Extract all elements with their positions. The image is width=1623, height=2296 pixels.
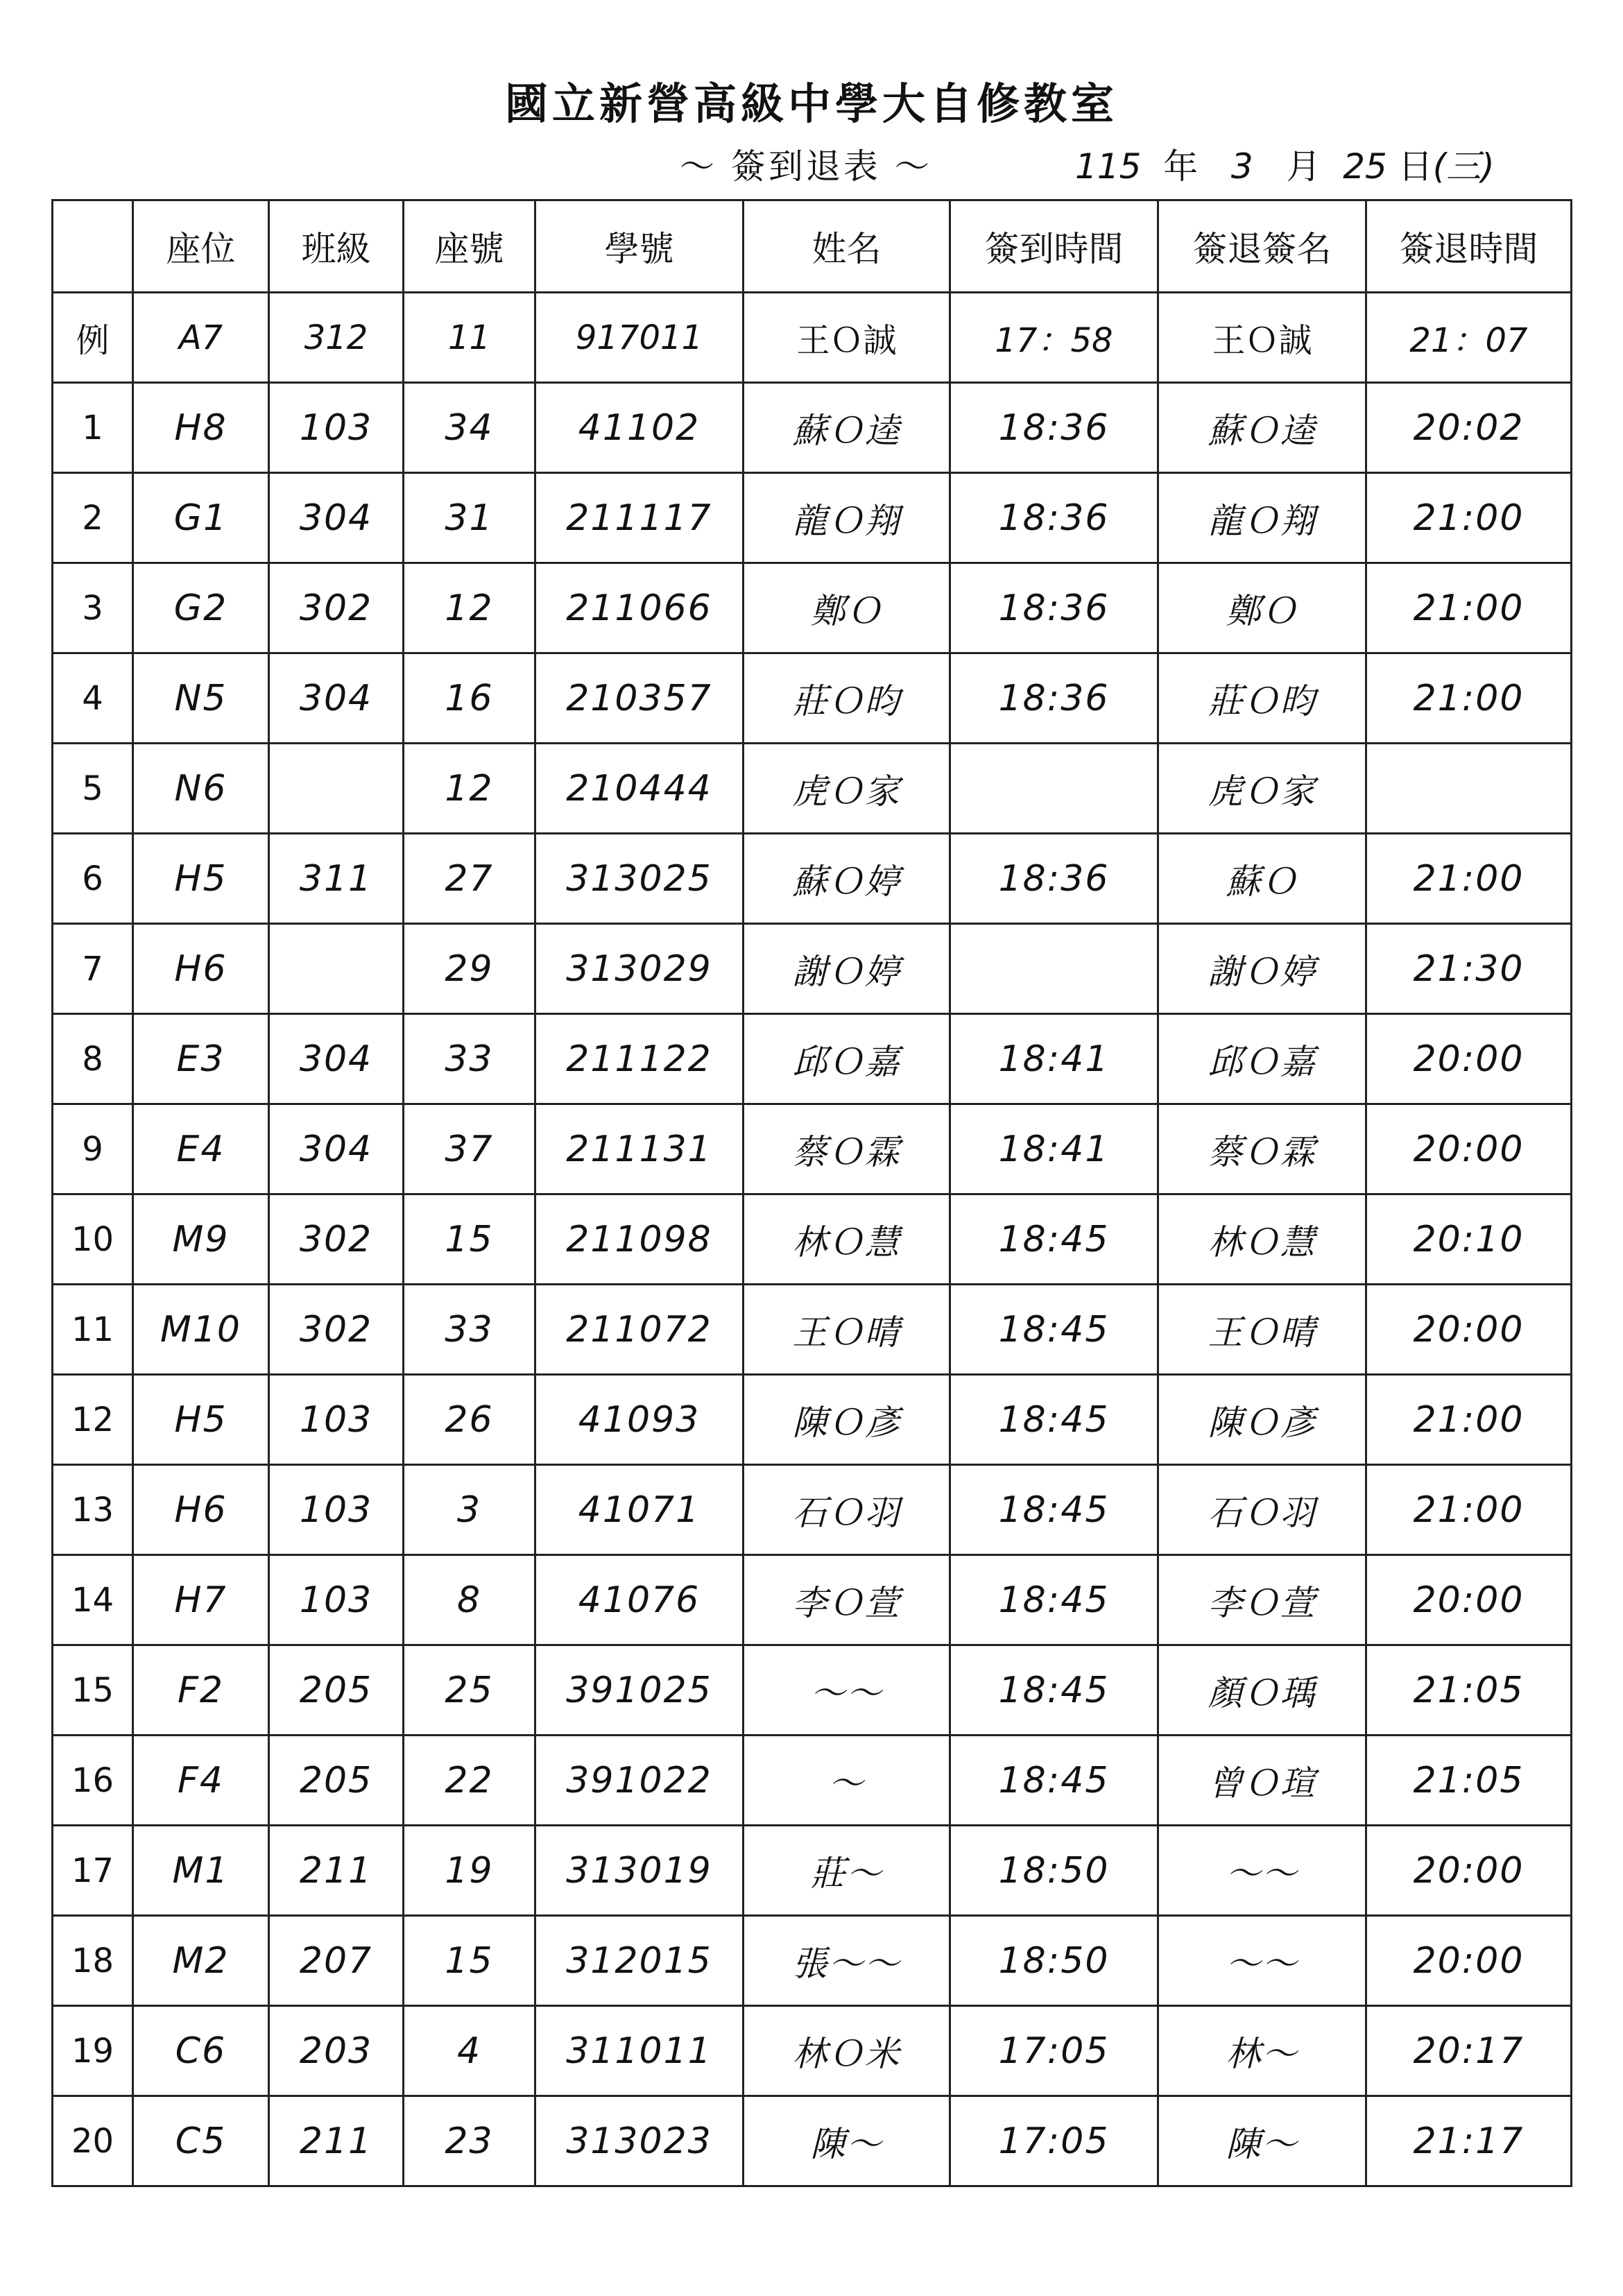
cell-sign-out-signature: 蔡Ｏ霖 [1158,1104,1366,1194]
cell-sign-in-time: 17:05 [950,2006,1158,2096]
cell-sign-out-signature: 邱Ｏ嘉 [1158,1014,1366,1104]
cell-seat: H5 [133,1375,269,1465]
cell-sign-out-time: 20:00 [1366,1285,1572,1375]
cell-sign-out-signature: 石Ｏ羽 [1158,1465,1366,1555]
cell-student-id: 211131 [535,1104,744,1194]
cell-seat-number: 25 [404,1645,535,1736]
cell-sign-out-time: 21:17 [1366,2096,1572,2186]
table-row [53,924,1572,1014]
cell-sign-in-time [950,744,1158,834]
cell-student-id: 313023 [535,2096,744,2186]
cell-sign-in-time: 18:36 [950,473,1158,563]
cell-sign-in-time: 18:45 [950,1645,1158,1736]
cell-index: 6 [53,834,133,924]
cell-index: 2 [53,473,133,563]
table-row [53,834,1572,924]
cell-class [269,924,404,1014]
cell-index: 12 [53,1375,133,1465]
cell-student-id: 391025 [535,1645,744,1736]
cell-name: 石Ｏ羽 [744,1465,950,1555]
cell-name: 謝Ｏ婷 [744,924,950,1014]
cell-sign-in-time: 18:50 [950,1826,1158,1916]
cell-class: 103 [269,383,404,473]
table-row [53,1465,1572,1555]
cell-sign-in-time: 18:45 [950,1555,1158,1645]
cell-sign-out-signature: 莊Ｏ昀 [1158,653,1366,744]
cell-sign-in-time: 18:50 [950,1916,1158,2006]
cell-sign-in-time: 18:36 [950,653,1158,744]
cell-sign-out-time: 21:00 [1366,473,1572,563]
header-sign-in-time: 簽到時間 [950,200,1158,293]
cell-name: 陳Ｏ彥 [744,1375,950,1465]
cell-sign-in-time [950,924,1158,1014]
cell-student-id: 211098 [535,1194,744,1285]
cell-seat: E3 [133,1014,269,1104]
cell-name: 陳～ [744,2096,950,2186]
cell-sign-out-time: 20:10 [1366,1194,1572,1285]
cell-seat-number: 19 [404,1826,535,1916]
table-row [53,563,1572,653]
cell-student-id: 41102 [535,383,744,473]
cell-student-id: 211066 [535,563,744,653]
cell-name: ～～ [744,1645,950,1736]
table-row [53,1194,1572,1285]
cell-name: 蘇Ｏ逵 [744,383,950,473]
cell-sign-in-time: 17：58 [950,293,1158,383]
cell-seat: E4 [133,1104,269,1194]
cell-class: 304 [269,1014,404,1104]
table-row [53,1826,1572,1916]
date-month-label: 月 [1286,146,1321,187]
cell-seat: H8 [133,383,269,473]
cell-sign-out-time: 20:17 [1366,2006,1572,2096]
cell-seat: A7 [133,293,269,383]
cell-seat-number: 27 [404,834,535,924]
cell-seat-number: 23 [404,2096,535,2186]
cell-index: 7 [53,924,133,1014]
table-row [53,473,1572,563]
cell-index: 11 [53,1285,133,1375]
header-sign-out-signature: 簽退簽名 [1158,200,1366,293]
cell-class: 312 [269,293,404,383]
cell-sign-in-time: 18:36 [950,834,1158,924]
cell-sign-in-time: 18:45 [950,1736,1158,1826]
cell-sign-out-signature: 陳～ [1158,2096,1366,2186]
cell-seat-number: 15 [404,1916,535,2006]
cell-student-id: 210357 [535,653,744,744]
cell-sign-in-time: 18:45 [950,1194,1158,1285]
subtitle: ～ 簽到退表 ～ [680,146,932,187]
header-row [53,200,1572,293]
cell-class: 302 [269,1285,404,1375]
sign-in-table [51,199,1572,2187]
cell-seat-number: 12 [404,563,535,653]
cell-class: 304 [269,653,404,744]
cell-seat: F4 [133,1736,269,1826]
cell-sign-out-time: 21:05 [1366,1736,1572,1826]
cell-student-id: 41093 [535,1375,744,1465]
cell-seat: H7 [133,1555,269,1645]
table-row [53,653,1572,744]
cell-sign-out-signature: 曾Ｏ瑄 [1158,1736,1366,1826]
cell-student-id: 41071 [535,1465,744,1555]
date-year: 115 [1075,146,1142,187]
header-name: 姓名 [744,200,950,293]
table-row [53,1014,1572,1104]
header-sign-out-time: 簽退時間 [1366,200,1572,293]
cell-student-id: 391022 [535,1736,744,1826]
cell-class: 205 [269,1736,404,1826]
cell-seat-number: 31 [404,473,535,563]
cell-sign-out-signature: 王Ｏ誠 [1158,293,1366,383]
cell-name: 龍Ｏ翔 [744,473,950,563]
cell-name: 王Ｏ晴 [744,1285,950,1375]
cell-sign-out-time: 21:00 [1366,1465,1572,1555]
cell-class: 205 [269,1645,404,1736]
cell-sign-in-time: 18:41 [950,1104,1158,1194]
table-row [53,1375,1572,1465]
cell-sign-in-time: 18:36 [950,563,1158,653]
cell-index: 15 [53,1645,133,1736]
cell-seat-number: 29 [404,924,535,1014]
date-day-label: 日 [1398,146,1433,187]
cell-class: 203 [269,2006,404,2096]
table-row [53,2006,1572,2096]
cell-sign-out-time: 21:30 [1366,924,1572,1014]
date-month: 3 [1230,146,1253,187]
cell-sign-out-signature: 林～ [1158,2006,1366,2096]
cell-student-id: 313019 [535,1826,744,1916]
cell-class: 311 [269,834,404,924]
cell-seat-number: 33 [404,1285,535,1375]
cell-sign-out-time: 20:00 [1366,1104,1572,1194]
cell-sign-out-time: 21:05 [1366,1645,1572,1736]
cell-seat: H6 [133,924,269,1014]
date-weekday: (三) [1432,146,1495,187]
cell-seat: H6 [133,1465,269,1555]
cell-seat: N6 [133,744,269,834]
cell-sign-out-signature: 謝Ｏ婷 [1158,924,1366,1014]
cell-sign-out-signature: 蘇Ｏ [1158,834,1366,924]
cell-sign-in-time: 18:45 [950,1375,1158,1465]
cell-class [269,744,404,834]
cell-sign-out-time: 21:00 [1366,563,1572,653]
cell-sign-out-time [1366,744,1572,834]
cell-sign-out-signature: 林Ｏ慧 [1158,1194,1366,1285]
cell-name: 王Ｏ誠 [744,293,950,383]
cell-name: 張～～ [744,1916,950,2006]
cell-sign-out-time: 20:00 [1366,1555,1572,1645]
cell-index: 14 [53,1555,133,1645]
header-seat-number: 座號 [404,200,535,293]
cell-index: 20 [53,2096,133,2186]
cell-index: 18 [53,1916,133,2006]
cell-student-id: 312015 [535,1916,744,2006]
cell-name: 李Ｏ萱 [744,1555,950,1645]
cell-seat: M9 [133,1194,269,1285]
cell-student-id: 211122 [535,1014,744,1104]
cell-seat: M10 [133,1285,269,1375]
cell-student-id: 211072 [535,1285,744,1375]
cell-sign-out-time: 20:00 [1366,1826,1572,1916]
cell-seat: M1 [133,1826,269,1916]
cell-student-id: 211117 [535,473,744,563]
cell-sign-out-signature: 鄭Ｏ [1158,563,1366,653]
cell-sign-out-time: 20:02 [1366,383,1572,473]
cell-seat: C5 [133,2096,269,2186]
table-row [53,1285,1572,1375]
cell-index: 8 [53,1014,133,1104]
cell-index: 16 [53,1736,133,1826]
date-year-label: 年 [1163,146,1199,187]
cell-class: 207 [269,1916,404,2006]
cell-sign-out-signature: ～～ [1158,1826,1366,1916]
cell-sign-out-signature: 陳Ｏ彥 [1158,1375,1366,1465]
cell-index: 9 [53,1104,133,1194]
cell-name: 林Ｏ米 [744,2006,950,2096]
cell-sign-out-signature: 虎Ｏ家 [1158,744,1366,834]
table-row [53,744,1572,834]
cell-sign-out-time: 21:00 [1366,653,1572,744]
cell-seat-number: 37 [404,1104,535,1194]
cell-class: 211 [269,2096,404,2186]
cell-sign-out-signature: 龍Ｏ翔 [1158,473,1366,563]
table-row [53,1104,1572,1194]
cell-student-id: 917011 [535,293,744,383]
cell-class: 103 [269,1555,404,1645]
cell-sign-in-time: 18:45 [950,1285,1158,1375]
date-day: 25 [1343,146,1387,187]
cell-index: 13 [53,1465,133,1555]
cell-seat-number: 11 [404,293,535,383]
cell-sign-out-signature: ～～ [1158,1916,1366,2006]
cell-seat-number: 16 [404,653,535,744]
cell-seat-number: 12 [404,744,535,834]
cell-sign-out-time: 21:00 [1366,834,1572,924]
cell-index: 例 [53,293,133,383]
cell-sign-in-time: 18:45 [950,1465,1158,1555]
cell-index: 1 [53,383,133,473]
page-title: 國立新營高級中學大自修教室 [504,78,1118,129]
cell-class: 302 [269,563,404,653]
cell-seat: G2 [133,563,269,653]
cell-sign-in-time: 18:41 [950,1014,1158,1104]
cell-student-id: 313025 [535,834,744,924]
header-seat: 座位 [133,200,269,293]
cell-seat-number: 26 [404,1375,535,1465]
date-line [1075,139,1495,189]
cell-name: 蔡Ｏ霖 [744,1104,950,1194]
cell-sign-out-time: 20:00 [1366,1014,1572,1104]
cell-seat: C6 [133,2006,269,2096]
cell-seat: N5 [133,653,269,744]
cell-seat: M2 [133,1916,269,2006]
cell-sign-out-time: 20:00 [1366,1916,1572,2006]
cell-seat-number: 15 [404,1194,535,1285]
cell-student-id: 311011 [535,2006,744,2096]
cell-class: 103 [269,1375,404,1465]
header-class: 班級 [269,200,404,293]
table-row [53,383,1572,473]
table-row [53,1916,1572,2006]
cell-seat-number: 34 [404,383,535,473]
cell-student-id: 210444 [535,744,744,834]
cell-seat-number: 22 [404,1736,535,1826]
cell-name: 虎Ｏ家 [744,744,950,834]
cell-seat: G1 [133,473,269,563]
example-row [53,293,1572,383]
cell-seat-number: 3 [404,1465,535,1555]
cell-seat-number: 8 [404,1555,535,1645]
cell-index: 3 [53,563,133,653]
cell-name: 莊Ｏ昀 [744,653,950,744]
cell-index: 17 [53,1826,133,1916]
cell-sign-out-signature: 顏Ｏ瑀 [1158,1645,1366,1736]
table-row [53,2096,1572,2186]
cell-index: 5 [53,744,133,834]
cell-index: 19 [53,2006,133,2096]
cell-seat: F2 [133,1645,269,1736]
cell-sign-in-time: 17:05 [950,2096,1158,2186]
cell-name: 莊～ [744,1826,950,1916]
cell-name: ～ [744,1736,950,1826]
cell-student-id: 41076 [535,1555,744,1645]
cell-student-id: 313029 [535,924,744,1014]
table-row [53,1555,1572,1645]
cell-seat: H5 [133,834,269,924]
cell-sign-in-time: 18:36 [950,383,1158,473]
cell-name: 鄭Ｏ [744,563,950,653]
cell-class: 211 [269,1826,404,1916]
header-student-id: 學號 [535,200,744,293]
cell-sign-out-signature: 李Ｏ萱 [1158,1555,1366,1645]
cell-name: 邱Ｏ嘉 [744,1014,950,1104]
cell-sign-out-time: 21:00 [1366,1375,1572,1465]
header-index [53,200,133,293]
table-row [53,1736,1572,1826]
cell-index: 4 [53,653,133,744]
cell-index: 10 [53,1194,133,1285]
cell-class: 304 [269,1104,404,1194]
cell-name: 蘇Ｏ婷 [744,834,950,924]
cell-seat-number: 4 [404,2006,535,2096]
cell-class: 103 [269,1465,404,1555]
cell-name: 林Ｏ慧 [744,1194,950,1285]
cell-class: 302 [269,1194,404,1285]
cell-sign-out-signature: 蘇Ｏ逵 [1158,383,1366,473]
cell-class: 304 [269,473,404,563]
table-row [53,1645,1572,1736]
cell-sign-out-time: 21：07 [1366,293,1572,383]
cell-seat-number: 33 [404,1014,535,1104]
cell-sign-out-signature: 王Ｏ晴 [1158,1285,1366,1375]
